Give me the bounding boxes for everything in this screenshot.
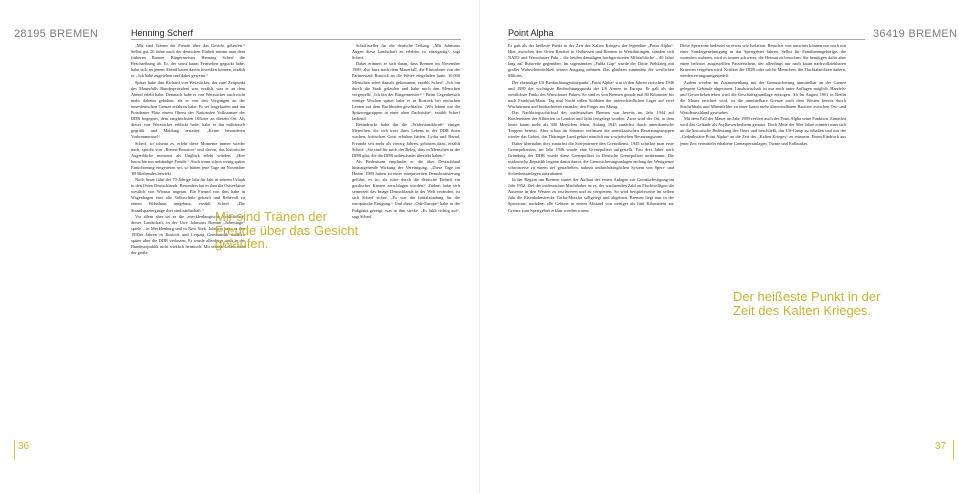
paragraph: Dabei erinnert er sich daran, dass Bremen im November 1989, also kurz nach dem Mauerfall, die Einwohner von der Partnerstadt Rostock an die Weser eingeladen hatte. 10.000 Menschen seien damals gekommen, erzählt Scherf. „Ich bin durch die Stadt gelaufen und habe mich den Menschen vorgestellt: ‚Ich bin der Bürgermeister!‘“ Beim Gegenbesuch wenige Wochen später habe er in Rostock bei einfachen Leuten auf dem Buchboden geschlafen. „Wir lebten wie die Spitzweggruppen in einer alten Dachstube“, erzählt Scherf lachend. [352, 61, 460, 122]
left-page-marker [14, 440, 15, 460]
right-page-marker [953, 440, 954, 460]
paragraph: Als Bedeutsam empfindet er die über Deutschland hinausgehende Wirkung der Vereinigung. „Diese Tage im Herbst 1989 haben zu einer europaweiten Demokratisierung geführt, es ist, als wäre durch die deutsche Einheit ein gordischer Knoten zerschlagen worden.“ Zudem habe sich seinerzeit das Image Deutschlands in der Welt verändert, ist sich Scherf sicher. „Es war die Initialzündung für die europäische Einigung.“ Und diese „Ode-Europe“ habe in der Fußgänzt gezeigt, was in ihm stecke. „Es fühlt richtig auf“, sagt Scherf. [352, 158, 460, 219]
paragraph: In der Region um Bremen startet der Aufbau der ersten Anlagen zur Grenzbefestigung im Jahr 1952. Ziel der ostdeutschen Machthaber ist es, der wachsenden Zahl an Fluchtwilligen die Ausreise in den Westen zu erschweren und zu versperren. So wird beispielsweise im selben Jahr die Eisenbahnstrecke Vacha-Motzlar stillgelegt und abgebaut. Bremen liegt nun in der Sperrzone, nachdem alle Gebiete in einem Abstand von weniger als fünf Kilometern zur Grenze zum Sperrgebiet erklärt worden waren. [508, 177, 674, 213]
right-page-title: Point Alpha [508, 28, 554, 38]
paragraph: Er galt als der heißeste Punkt in der Zeit des Kalten Krieges: der legendäre „Point Alpha“. Hier, zwischen den Orten Rasdorf in Osthessen und Bremen in Westthüringen, standen sich NATO und Warschauer Pakt – die beiden damaligen hochgerüsteten Militärblöcke – 40 Jahre lang auf Ruhweite gegenüber. Im sogenannten „Fulda Gap“ würde der Dritte Weltkrieg mit großer Wahrscheinlichkeit seinen Ausgang nehmen. Das glaubten zumindest die westlichen Militärs. [508, 43, 674, 79]
left-page [0, 0, 479, 493]
paragraph: Scherf, so scheint es, erlebt diese Momente immer wieder nach, spricht von „Riesen-Emotion“ und davon, das historische Augenblicke meistens als Unglück erlebt würden. „Hier herrschte nur unbändige Freude.“ Auch wenn schon wenig später Ernüchterung eingetreten sei, so hätten jene Tage im November '89 Bleibendes bewirkt. [131, 140, 245, 176]
quote-spacer-left [245, 243, 289, 323]
paragraph: Später habe ihm Richard von Weizsäcker, der zum Zeitpunkt des Mauerfalls Bundespräsident war, erzählt, was er an dem Abend erlebt habe. Demnach habe er von Weizsäcker auch nicht mehr daheim gehalten, als er von den Vorgängen an der innerdeutschen Grenze erfahren habe. Er sei losgelaufen und am Potsdamer Platz einem Oberst der Nationalen Volksarmee der DDR begegnet, dem ranghöchsten Offizier an diesem Ort. Als dieser von Weizsäcker erblickt habe, habe er ihn militärisch gegrüßt und Meldung erstattet: „Keine besonderen Vorkommnisse!“ [131, 79, 245, 140]
paragraph: Zudem werden im Zusammenhang mit der Grenzsicherung unmittelbar an der Grenze gelegene Gebäude abgerissen. Landwirtschaft ist nur noch unter Auflagen möglich. Handels- und Gewerbebetrieben wird die Geschäftsgrundlage entzogen. Ab Im August 1961 in Berlin die Mauer errichtet wird, ist die unmittelbare Grenze nach dem Westen bereits durch Stacheldraht und Minenfelder zu einer kaum mehr überwindbaren Barriere zwischen Ost- und Westdeutschland geworden. [680, 79, 846, 116]
right-page-number: 37 [935, 441, 947, 452]
right-pull-quote: Der heißeste Punkt in der Zeit des Kalten Krieges. [733, 289, 881, 318]
right-column-1 [508, 43, 674, 428]
paragraph: „Mir sind Tränen der Freude über das Gesicht gelaufen.“ Selbst gut 20 Jahre nach der deutschen Einheit nimmt man dem früheren Bremer Bürgermeister Henning Scherf die Beschreibung ab. Er, der sonst kaum Fernsehen geguckt habe, habe sich an jenem Abend kaum davon losreißen können, erzählt er. „Ich habe zugesehen und dabei geweint.“ [131, 43, 245, 79]
paragraph: Daher übernahm dort zunächst die Sowjetarmee den Grenzdienst. 1945 schickte man erste Grenzpolizisten, im Jahr 1946 wurde eine Grenzpolizei aufgestellt. Fast drei Jahre nach Gründung der DDR wurde diese Grenzpolizei in Deutsche Grenzpolizei umbenannt. Die ostdeutsche Republik begann damit damit, die Grenzsicherungsanlagen entlang der Westgrenze schrittweise zu einem tief gestaffelten, nahezu undurchdringlichen System von Sperr- und Sicherheitsanlagen auszubauen. [508, 140, 674, 176]
left-page-number: 36 [18, 441, 30, 452]
right-page [480, 0, 959, 493]
paragraph: Vor allem aber sei es die „mecklenburgische Schlichtheit“ dieser Landschaft, in der Uwe Johnsons Roman „Jahrestage“ spiele – in Mecklenburg und in New York. Johnson hatte in den 1950er Jahren in Rostock und Leipzig Germanistik studiert, später aber die DDR verlassen. Er wurde allerdings auch in der Bundesrepublik nicht wirklich heimisch. Mit seinem Leben steht der große [131, 213, 245, 256]
left-header-rule [131, 39, 461, 40]
paragraph: Mit dem Fall der Mauer im Jahr 1989 verliert auch der Point Alpha seine Funktion. Zunächst wird das Gelände als Asylbewerberheim genutzt. Doch Mitte der 90er Jahre erinnert man sich an die historische Bedeutung des Ortes und beschließt, das US-Camp zu erhalten und mit der „Gedenkstätte Point Alpha“ an die Zeit des „Kalten Krieges“ zu erinnern. Einen Eindruck aus jener Zeit vermitteln erhaltene Grenzsperranlagen, Türme und Erdbunker. [680, 116, 846, 146]
paragraph: Diese Sperrzone bedeutet so etwas wie Isolation. Besucher von auswärts können nur noch mit einer Sondergenehmigung in das Sperrgebiet fahren. Selbst für Familienangehörige, die woanders wohnen, wird es immer schwerer, die Heimat zu besuchen. Sie benötigen dafür aber einen befristet ausgestellten Passierschein, der allerdings nur nach kaum nachvollziehbaren Kriterien vergeben wird. Kritiker der DDR oder solche Menschen, die Fluchtabsichten äußern, werden zwangsumgesiedelt. [680, 43, 846, 79]
left-author-name: Henning Scherf [131, 28, 194, 38]
left-city-header: 28195 BREMEN [14, 28, 99, 40]
left-column-2 [300, 43, 460, 343]
paragraph: Der ehemalige US-Beobachtungsstützpunkt „Point Alpha“ war in den Jahren zwischen 1946 und 1989 der wichtigste Beobachtungspunkt der US Armee in Europa. Er galt als der westlichste Punkt des Warschauer Paktes. So sind es von Bremen gerade mal 80 Kilometer bis nach Frankfurt/Main. Tag und Nacht saßen Soldaten der unterschiedlichen Lager auf zwei Wachtürmen und beobachteten einander, den Finger am Abzug. [508, 79, 674, 109]
paragraph: Schriftsteller für die deutsche Teilung. „Mit Johnsons Augen diese Landschaft zu erleben, ist einzigartig“, sagt Scherf. [352, 43, 460, 61]
right-column-2 [680, 43, 846, 283]
paragraph: Beeindruckt habe ihn die „Widerstandskraft“ einiger Menschen, die sich trotz ihres Lebens in der DDR ihren wachen, kritischen Geist erhalten hätten. Lydia und Bernd, Freunde seit mehr als vierzig Jahren, gehörten dazu, erzählt Scherf. „Sie sind für mich der Beleg, dass es Menschen in der DDR gibt, die die DDR unbeschadet überlebt haben.“ [352, 122, 460, 158]
right-header-rule [508, 39, 865, 40]
left-pull-quote: Mir sind Tränen der Freude über das Gesicht gelaufen. [215, 209, 359, 251]
right-city-header: 36419 BREMEN [873, 28, 958, 40]
paragraph: Noch heute führt der 70-Jährige Jahr für Jahr in seinem Urlaub in den Osten Deutschlands. Besonders hat es ihm die Ostseeküste westlich von Wismar angetan. Ein Freund von ihm habe in Wagenhagen eine alte Volksschule gekauft und Rebevoll zu einem Wohnhaus umgebaut, erzählt Scherf. „Die Strandspaziergänge dort sind zauberhaft.“ [131, 177, 245, 213]
paragraph: Das Nachkriegsschicksal des ostdeutschen Bremen war bereits im Jahr 1944 auf Konferenzen der Alliierten in London und Jalta festgelegt worden. Zwar wird der Ort, in dem heute kaum mehr als 300 Menschen leben, Anfang 1945 zunächst durch amerikanische Truppen besetzt. Aber schon im Sommer verlassen die amerikanischen Besatzungstruppen wieder das Gebiet, das Thüringer Land gehört nämlich zur sowjetischen Besatzungszone. [508, 110, 674, 140]
